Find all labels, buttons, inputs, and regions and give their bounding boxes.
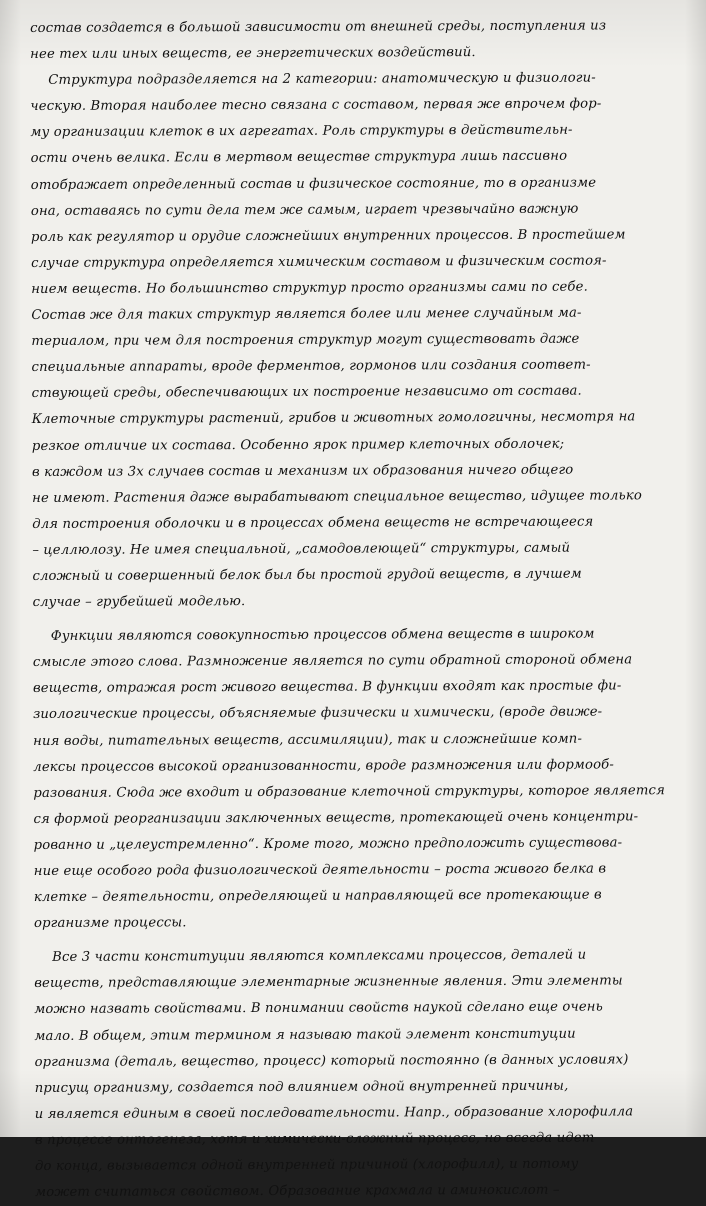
text-line: рованно и „целеустремленно“. Кроме того, можно предположить существова-: [33, 835, 623, 853]
text-line: присущ организму, создается под влиянием одной внутренней причины,: [34, 1078, 569, 1096]
text-line: организме процессы.: [33, 915, 187, 932]
text-line: веществ, представляющие элементарные жизненные явления. Эти элементы: [34, 973, 623, 992]
text-line: организма (деталь, вещество, процесс) который постоянно (в данных условиях): [34, 1052, 629, 1070]
text-line: для построения оболочки и в процессах обмена веществ не встречающееся: [32, 514, 594, 532]
text-line: ческую. Вторая наиболее тесно связана с составом, первая же впрочем фор-: [30, 96, 602, 115]
text-line: мало. В общем, этим термином я называю такой элемент конституции: [34, 1026, 576, 1044]
text-line: в каждом из 3х случаев состав и механизм их образования ничего общего: [31, 462, 574, 480]
text-line: можно назвать свойствами. В понимании свойств наукой сделано еще очень: [34, 999, 603, 1018]
text-line: ния воды, питательных веществ, ассимиляции), так и сложнейшие комп-: [33, 731, 583, 749]
text-line: ости очень велика. Если в мертвом веществе структура лишь пассивно: [30, 149, 568, 167]
paragraph-2: [30, 65, 684, 616]
text-line: веществ, отражая рост живого вещества. В функции входят как простые фи-: [32, 678, 622, 697]
text-line: клетке – деятельности, определяющей и направляющей все протекающие в: [33, 887, 602, 906]
text-line: му организации клеток в их агрегатах. Роль структуры в действительн-: [30, 123, 573, 141]
paragraph-4: [34, 942, 687, 1206]
text-line: нее тех или иных веществ, ее энергетических воздействий.: [30, 45, 476, 63]
text-line: ся формой реорганизации заключенных веществ, протекающей очень концентри-: [33, 809, 639, 827]
text-line: она, оставаясь по сути дела тем же самым, играет чрезвычайно важную: [30, 201, 579, 219]
text-line: териалом, при чем для построения структур могут существовать даже: [31, 331, 580, 350]
text-line: нием веществ. Но большинство структур просто организмы сами по себе.: [31, 279, 588, 297]
text-line: – целлюлозу. Не имея специальной, „самодовлеющей“ структуры, самый: [32, 540, 571, 558]
text-line: случае структура определяется химическим составом и физическим состоя-: [31, 253, 607, 271]
text-line: до конца, вызывается одной внутренней причиной (хлорофилл), и потому: [34, 1156, 579, 1175]
text-line: Все 3 части конституции являются комплексами процессов, деталей и: [52, 947, 587, 966]
text-line: состав создается в большой зависимости от внешней среды, поступления из: [30, 18, 607, 36]
text-line: может считаться свойством. Образование крахмала и аминокислот –: [35, 1182, 560, 1201]
handwritten-text: [30, 13, 687, 1206]
text-line: Состав же для таких структур является более или менее случайным ма-: [31, 305, 582, 324]
text-line: в процессе онтогенеза, хотя и химически-сложный процесс, но всегда идет: [34, 1130, 595, 1148]
text-line: и является единым в своей последовательности. Напр., образование хлорофилла: [34, 1104, 634, 1122]
text-line: отображает определенный состав и физическое состояние, то в организме: [30, 175, 597, 193]
text-line: Структура подразделяется на 2 категории: анатомическую и физиологи-: [48, 70, 596, 89]
text-line: зиологические процессы, объясняемые физически и химически, (вроде движе-: [33, 704, 603, 723]
text-line: Клеточные структуры растений, грибов и животных гомологичны, несмотря на: [31, 409, 636, 428]
text-line: ние еще особого рода физиологической деятельности – роста живого белка в: [33, 861, 607, 879]
text-line: специальные аппараты, вроде ферментов, гормонов или создания соответ-: [31, 357, 591, 376]
text-line: случае – грубейшей моделью.: [32, 594, 246, 611]
text-line: лексы процессов высокой организованности, вроде размножения или формооб-: [33, 757, 615, 775]
text-line: Функции являются совокупностью процессов обмена веществ в широком: [50, 626, 595, 645]
text-line: резкое отличие их состава. Особенно ярок пример клеточных оболочек;: [31, 436, 565, 454]
text-line: разования. Сюда же входит и образование клеточной структуры, которое является: [33, 782, 665, 801]
text-line: роль как регулятор и орудие сложнейших внутренних процессов. В простейшем: [30, 227, 626, 245]
paragraph-3: [33, 621, 686, 937]
text-line: не имеют. Растения даже вырабатывают специальное вещество, идущее только: [32, 488, 642, 506]
text-line: сложный и совершенный белок был бы простой грудой веществ, в лучшем: [32, 566, 582, 584]
text-line: смысле этого слова. Размножение является по сути обратной стороной обмена: [32, 652, 633, 671]
text-line: ствующей среды, обеспечивающих их построение независимо от состава.: [31, 383, 582, 402]
paragraph-1: [30, 13, 682, 68]
